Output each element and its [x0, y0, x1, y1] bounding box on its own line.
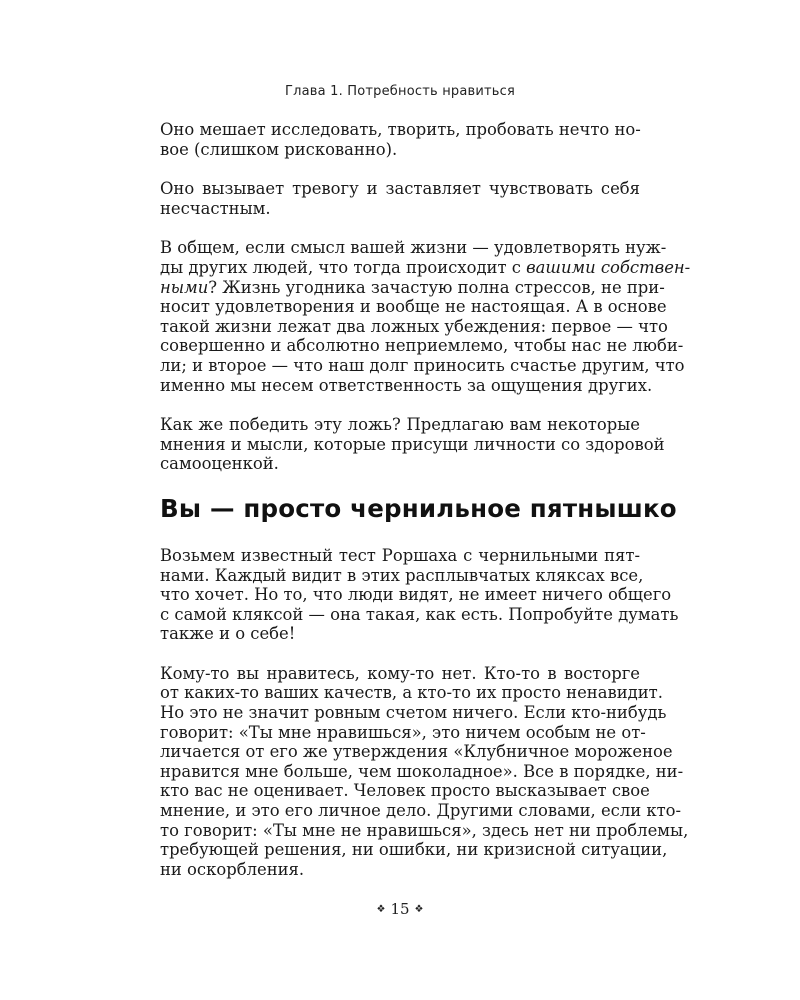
text-line: Оно вызывает тревогу и заставляет чувствовать себя [160, 179, 640, 199]
text-line: также и о себе! [160, 624, 296, 644]
paragraph [160, 663, 689, 880]
section-heading: Вы — просто чернильное пятнышко [160, 493, 677, 523]
italic-text-run: вашими собствен- [526, 257, 691, 277]
text-line: мнение, и это его личное дело. Другими словами, если кто- [160, 801, 682, 821]
paragraphs-before-heading [160, 120, 691, 474]
text-line: Кому-то вы нравитесь, кому-то нет. Кто-то в восторге [160, 663, 640, 683]
paragraphs-after-heading [160, 545, 689, 880]
text-line: нравится мне больше, чем шоколадное». Все в порядке, ни- [160, 761, 684, 781]
text-line: такой жизни лежат два ложных убеждения: первое — что [160, 316, 668, 336]
text-line: вое (слишком рискованно). [160, 139, 398, 159]
text-line: говорит: «Ты мне нравишься», это ничем особым не от- [160, 722, 646, 742]
text-line: самооценкой. [160, 454, 279, 474]
text-line: личается от его же утверждения «Клубничное мороженое [160, 742, 673, 762]
text-line: несчастным. [160, 198, 271, 218]
text-line: ни оскорбления. [160, 859, 305, 879]
text-line: Но это не значит ровным счетом ничего. Если кто-нибудь [160, 703, 667, 723]
italic-text-run: ными [160, 277, 209, 297]
text-line: именно мы несем ответственность за ощущения других. [160, 375, 653, 395]
text-line: В общем, если смысл вашей жизни — удовлетворять нуж- [160, 238, 667, 258]
text-line: что хочет. Но то, что люди видят, не имеет ничего общего [160, 585, 672, 605]
text-run: ды других людей, что тогда происходит с [160, 257, 527, 277]
text-line: мнения и мысли, которые присущи личности со здоровой [160, 434, 665, 454]
folio-ornament-left: ❖ [376, 904, 386, 915]
text-line: от каких-то ваших качеств, а кто-то их просто ненавидит. [160, 683, 663, 703]
text-line [160, 257, 691, 278]
page-body [160, 120, 691, 899]
text-line: совершенно и абсолютно неприемлемо, чтобы нас не люби- [160, 336, 684, 356]
text-line: кто вас не оценивает. Человек просто высказывает свое [160, 781, 650, 801]
text-run: ? Жизнь угодника зачастую полна стрессов, не при- [208, 277, 665, 297]
text-line: с самой кляксой — она такая, как есть. Попробуйте думать [160, 604, 679, 624]
book-page [160, 0, 691, 1000]
running-head: Глава 1. Потребность нравиться [284, 84, 516, 99]
text-line: носит удовлетворения и вообще не настоящая. А в основе [160, 297, 667, 317]
text-line: требующей решения, ни ошибки, ни кризисной ситуации, [160, 840, 668, 860]
paragraph [160, 238, 691, 395]
page-number [160, 900, 640, 918]
paragraph [160, 415, 665, 474]
folio-ornament-right: ❖ [414, 904, 424, 915]
page-number-value: 15 [390, 900, 410, 918]
text-line: Возьмем известный тест Роршаха с чернильными пят- [160, 545, 640, 565]
text-line: Как же победить эту ложь? Предлагаю вам некоторые [160, 415, 640, 435]
paragraph [160, 545, 679, 644]
paragraph [160, 179, 640, 218]
text-line: нами. Каждый видит в этих расплывчатых кляксах все, [160, 565, 644, 585]
text-line: ли; и второе — что наш долг приносить счастье другим, что [160, 355, 685, 375]
text-line [160, 277, 665, 298]
paragraph [160, 120, 640, 159]
text-line: Оно мешает исследовать, творить, пробовать нечто но- [160, 120, 641, 139]
text-line: то говорит: «Ты мне не нравишься», здесь нет ни проблемы, [160, 820, 689, 840]
